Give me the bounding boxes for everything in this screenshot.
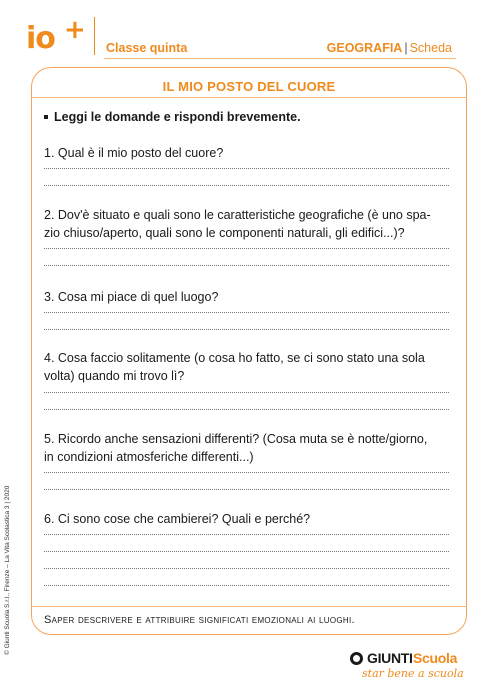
question-6 <box>44 510 454 528</box>
question-2-text-line-1: 2. Dov'è situato e quali sono le caratteristiche geografiche (è uno spa- <box>44 208 431 222</box>
doc-type: Scheda <box>409 41 452 55</box>
answer-line[interactable] <box>44 409 449 410</box>
question-1 <box>44 144 454 162</box>
answer-line[interactable] <box>44 265 449 266</box>
question-1-text: 1. Qual è il mio posto del cuore? <box>44 146 224 160</box>
header-rule <box>104 58 456 59</box>
answer-line[interactable] <box>44 329 449 330</box>
question-4-text-line-2: volta) quando mi trovo lì? <box>44 369 185 383</box>
question-3 <box>44 288 454 306</box>
header-divider <box>94 17 95 55</box>
answer-line[interactable] <box>44 248 449 249</box>
logo-plus: + <box>64 15 86 45</box>
question-2 <box>44 206 454 242</box>
question-2-text-line-2: zio chiuso/aperto, quali sono le componenti naturali, gli edifici...)? <box>44 226 405 240</box>
giunti-scuola-logo <box>350 650 470 690</box>
copyright-notice: © Giunti Scuola S.r.l., Firenze – La Vita Scolastica 3 | 2020 <box>4 485 11 655</box>
answer-line[interactable] <box>44 472 449 473</box>
objective-divider <box>31 606 467 607</box>
answer-line[interactable] <box>44 185 449 186</box>
subject-name: GEOGRAFIA <box>326 41 403 55</box>
answer-line[interactable] <box>44 534 449 535</box>
instruction-text: Leggi le domande e rispondi brevemente. <box>54 110 301 124</box>
subject-label <box>327 41 452 55</box>
logo-text: io <box>26 21 55 56</box>
question-4-text-line-1: 4. Cosa faccio solitamente (o cosa ho fatto, se ci sono stato una sola <box>44 351 425 365</box>
answer-line[interactable] <box>44 585 449 586</box>
question-3-text: 3. Cosa mi piace di quel luogo? <box>44 290 219 304</box>
brand-name: GIUNTI <box>367 650 413 666</box>
question-5 <box>44 430 454 466</box>
class-label: Classe quinta <box>106 41 188 55</box>
answer-line[interactable] <box>44 489 449 490</box>
brand-tagline: star bene a scuola <box>362 667 464 680</box>
question-5-text-line-2: in condizioni atmosferiche differenti...) <box>44 450 254 464</box>
answer-line[interactable] <box>44 168 449 169</box>
answer-line[interactable] <box>44 312 449 313</box>
brand-name-accent: Scuola <box>413 650 458 666</box>
question-4 <box>44 349 454 385</box>
io-plus-logo <box>26 15 86 60</box>
bullet-icon <box>44 115 48 119</box>
instruction <box>44 110 301 124</box>
question-5-text-line-1: 5. Ricordo anche sensazioni differenti? (Cosa muta se è notte/giorno, <box>44 432 428 446</box>
subject-separator: | <box>404 41 408 55</box>
answer-line[interactable] <box>44 551 449 552</box>
g-logo-icon <box>350 652 363 665</box>
learning-objective: Saper descrivere e attribuire significati emozionali ai luoghi. <box>44 614 355 626</box>
question-6-text: 6. Ci sono cose che cambierei? Quali e perché? <box>44 512 311 526</box>
answer-line[interactable] <box>44 568 449 569</box>
title-divider <box>31 97 467 98</box>
answer-line[interactable] <box>44 392 449 393</box>
worksheet-title: IL MIO POSTO DEL CUORE <box>162 79 336 94</box>
